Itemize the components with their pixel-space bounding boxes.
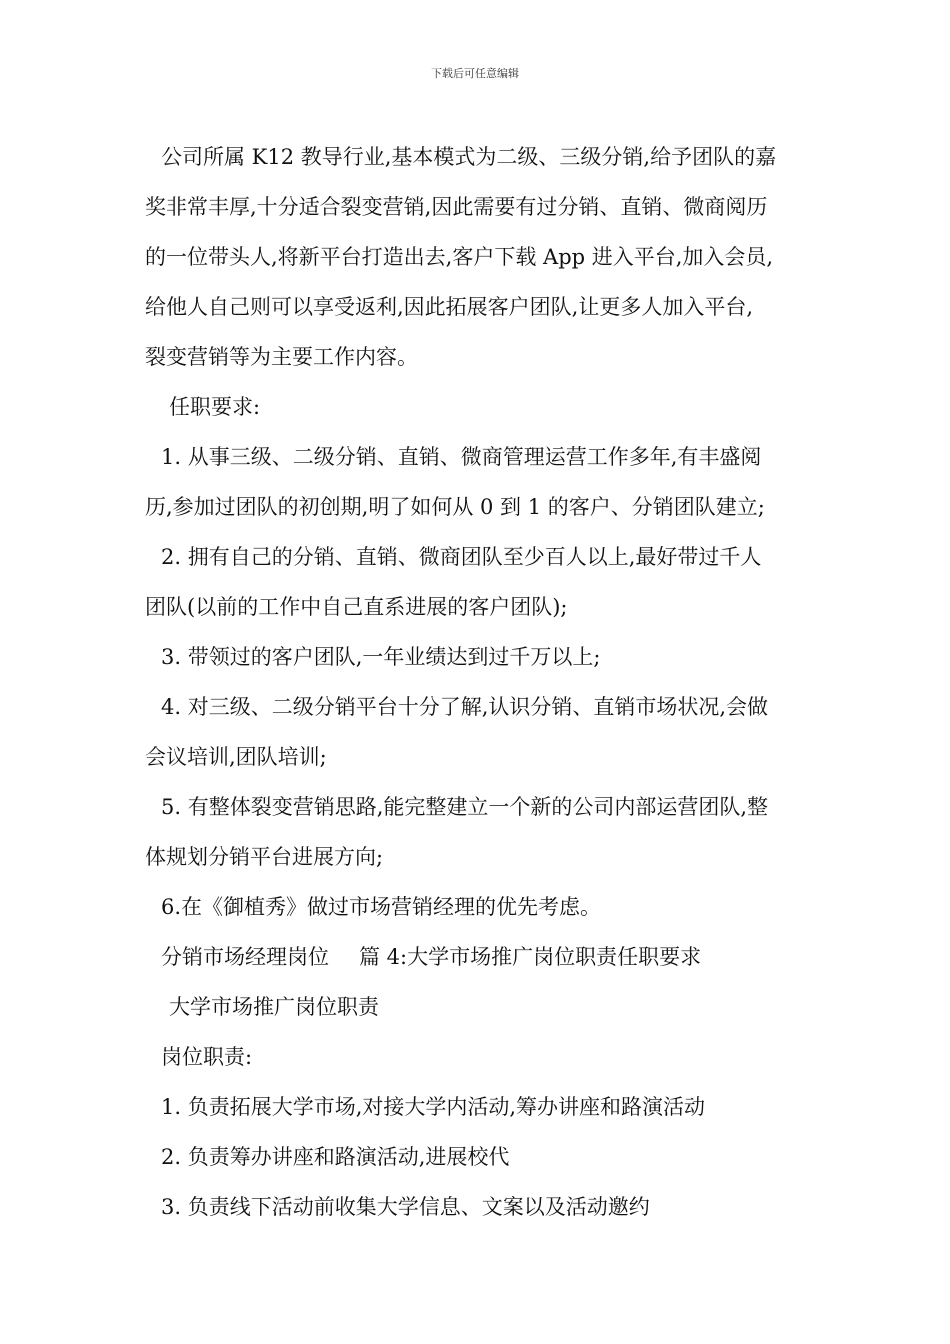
page-header: 下载后可任意编辑 <box>431 67 519 80</box>
intro-line-3: 的一位带头人,将新平台打造出去,客户下载 App 进入平台,加入会员, <box>145 245 774 269</box>
duties-heading: 岗位职责: <box>161 1045 253 1069</box>
requirement-4-line-1: 4. 对三级、二级分销平台十分了解,认识分销、直销市场状况,会做 <box>161 695 769 719</box>
section-heading-left: 分销市场经理岗位 <box>161 945 329 969</box>
duty-1: 1. 负责拓展大学市场,对接大学内活动,筹办讲座和路演活动 <box>161 1095 706 1119</box>
requirement-2-line-1: 2. 拥有自己的分销、直销、微商团队至少百人以上,最好带过千人 <box>161 545 762 569</box>
duty-3: 3. 负责线下活动前收集大学信息、文案以及活动邀约 <box>161 1195 650 1219</box>
requirement-1-line-2: 历,参加过团队的初创期,明了如何从 0 到 1 的客户、分销团队建立; <box>145 495 765 519</box>
intro-line-1: 公司所属 K12 教导行业,基本模式为二级、三级分销,给予团队的嘉 <box>161 145 777 169</box>
requirement-5-line-2: 体规划分销平台进展方向; <box>145 845 384 869</box>
requirement-6: 6.在《御植秀》做过市场营销经理的优先考虑。 <box>161 895 602 919</box>
requirement-1-line-1: 1. 从事三级、二级分销、直销、微商管理运营工作多年,有丰盛阅 <box>161 445 762 469</box>
section-heading-right: 篇 4:大学市场推广岗位职责任职要求 <box>359 945 702 969</box>
intro-line-2: 奖非常丰厚,十分适合裂变营销,因此需要有过分销、直销、微商阅历 <box>145 195 768 219</box>
requirement-4-line-2: 会议培训,团队培训; <box>145 745 327 769</box>
requirements-heading: 任职要求: <box>169 395 261 419</box>
intro-line-4: 给他人自己则可以享受返利,因此拓展客户团队,让更多人加入平台, <box>145 295 754 319</box>
section-heading-line <box>145 932 813 982</box>
duty-2: 2. 负责筹办讲座和路演活动,进展校代 <box>161 1145 510 1169</box>
intro-line-5: 裂变营销等为主要工作内容。 <box>145 345 418 369</box>
document-body <box>145 132 813 1232</box>
requirement-3: 3. 带领过的客户团队,一年业绩达到过千万以上; <box>161 645 601 669</box>
requirement-5-line-1: 5. 有整体裂变营销思路,能完整建立一个新的公司内部运营团队,整 <box>161 795 769 819</box>
requirement-2-line-2: 团队(以前的工作中自己直系进展的客户团队); <box>145 595 568 619</box>
subsection-title: 大学市场推广岗位职责 <box>169 995 379 1019</box>
